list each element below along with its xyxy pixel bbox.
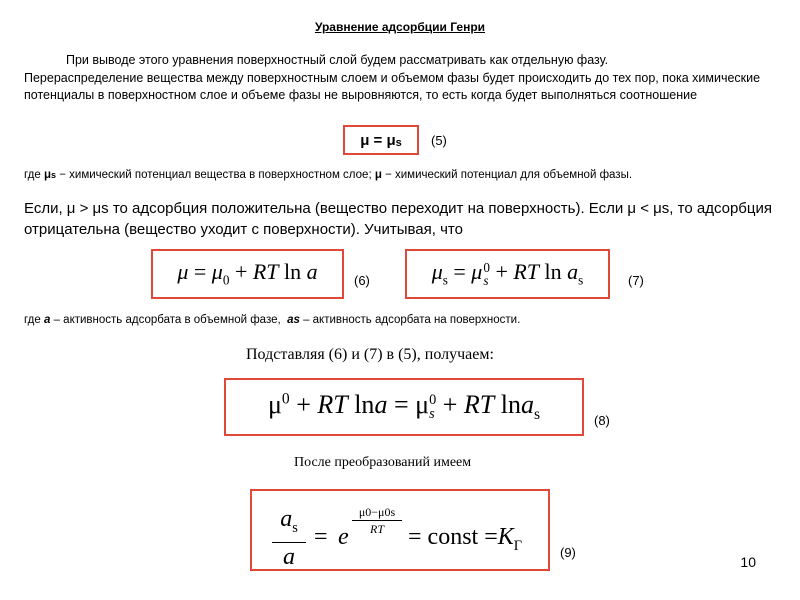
note1-mu-s: μ	[43, 169, 52, 181]
intro-paragraph	[24, 52, 784, 105]
eq8-plus2: +	[436, 389, 464, 419]
note2-prefix: где	[24, 314, 44, 326]
eq9-e	[338, 524, 349, 551]
eq8-ln2: ln	[494, 389, 521, 419]
eq6-plus: +	[229, 259, 253, 285]
eq7-rt: RT	[513, 259, 540, 285]
eq7-eq: =	[447, 259, 472, 285]
eq8-formula	[268, 390, 540, 424]
eq5-rhs-sub: s	[395, 137, 402, 149]
equation-5-label: (5)	[431, 133, 447, 148]
equation-5-box	[343, 125, 419, 155]
eq9-exponent	[352, 505, 402, 536]
eq9-const	[402, 524, 522, 555]
eq8-a: a	[374, 389, 388, 419]
eq9-den: a	[283, 543, 295, 570]
eq7-sub-s: s	[442, 272, 448, 288]
note1-prefix: где	[24, 169, 44, 181]
note2-text1: – активность адсорбата в объемной фазе,	[50, 314, 288, 326]
eq8-ln: ln	[347, 389, 375, 419]
note-activities	[24, 314, 520, 326]
after-transform-caption: После преобразований имеем	[294, 455, 472, 470]
eq5-equals: =	[369, 131, 387, 149]
eq7-a: a	[567, 259, 579, 285]
eq6-sub0: 0	[222, 272, 230, 288]
eq6-mu0: μ	[211, 259, 223, 285]
eq6-eq: =	[188, 259, 212, 285]
eq6-a: a	[306, 259, 318, 285]
note2-text2: – активность адсорбата на поверхности.	[299, 314, 521, 326]
eq9-k: K	[497, 524, 514, 550]
eq7-sub-s3: s	[578, 272, 584, 288]
equation-7-label: (7)	[628, 273, 644, 288]
equation-9-label: (9)	[560, 545, 576, 560]
eq8-rt2: RT	[463, 389, 495, 419]
equation-8-label: (8)	[594, 413, 610, 428]
equation-9-box	[250, 489, 550, 571]
equation-6-label: (6)	[354, 273, 370, 288]
eq8-sub-s: s	[429, 405, 435, 422]
eq6-formula	[177, 259, 317, 288]
eq8-rt: RT	[317, 389, 348, 419]
note1-mu-s-sub: s	[51, 170, 57, 180]
note1-text1: − химический потенциал вещества в поверхностном слое;	[56, 169, 375, 181]
eq8-plus: +	[289, 389, 318, 419]
eq9-eq2: = const	[402, 524, 485, 550]
eq8-sub-s2: s	[533, 406, 541, 424]
eq7-ln: ln	[539, 259, 568, 285]
intro-line-1: При выводе этого уравнения поверхностный слой будем рассматривать как отдельную фазу.	[66, 53, 609, 67]
eq9-exp-den: RT	[369, 522, 384, 536]
eq7-mu0: μ	[471, 259, 483, 285]
eq6-mu: μ	[177, 259, 189, 285]
note-chemical-potentials	[24, 169, 632, 181]
eq9-eq: =	[308, 524, 334, 550]
eq9-eq3: =	[484, 524, 498, 550]
note1-mu: μ	[374, 169, 382, 181]
page-number: 10	[740, 554, 756, 570]
eq7-formula	[432, 259, 584, 288]
eq7-sup0: 0	[483, 260, 490, 276]
eq9-exp-num: μ0−μ0s	[358, 505, 396, 519]
eq5-lhs: μ	[360, 131, 370, 149]
eq9-num-sub: s	[292, 519, 298, 536]
eq9-num: a	[280, 506, 293, 532]
intro-rest: Перераспределение вещества между поверхностным слоем и объемом фазы будет происходить до тех пор, пока химические потенциалы в поверхностном слое и объеме фазы не выровняются, то есть когда будет выполняться соотношение	[24, 70, 761, 102]
eq9-fraction-bar	[272, 542, 306, 543]
eq5-rhs: μ	[386, 131, 396, 149]
eq9-exp-bar	[352, 520, 402, 521]
eq8-sup02: 0	[429, 391, 437, 408]
note1-text2: − химический потенциал для объемной фазы.	[381, 169, 633, 181]
equation-6-box	[151, 249, 344, 299]
eq8-mu: μ	[267, 389, 282, 419]
substituting-caption: Подставляя (6) и (7) в (5), получаем:	[246, 346, 494, 363]
eq8-mu-s: μ	[415, 389, 430, 419]
eq7-plus: +	[489, 259, 514, 285]
note2-a: a	[43, 314, 51, 326]
note2-as: as	[287, 314, 300, 326]
page-title: Уравнение адсорбции Генри	[314, 20, 486, 34]
eq8-a2: a	[520, 389, 534, 419]
eq7-scripts	[483, 261, 490, 287]
eq8-eq: =	[387, 389, 416, 419]
equation-7-box	[405, 249, 610, 299]
eq7-mu: μ	[431, 259, 443, 285]
equation-8-box	[224, 378, 584, 436]
eq7-sub-s2: s	[483, 273, 489, 289]
eq9-k-sub: Г	[513, 537, 523, 554]
adsorption-sign-paragraph: Если, μ > μs то адсорбция положительна (вещество переходит на поверхность). Если μ < μs, то адсорбция отрицательна (вещество уходит с поверхности). Учитывая, что	[24, 200, 772, 238]
eq9-e-letter: e	[338, 524, 349, 550]
eq6-rt: RT	[252, 259, 279, 285]
eq9-fraction	[272, 507, 306, 569]
eq6-ln: ln	[278, 259, 307, 285]
eq8-sup0: 0	[281, 390, 290, 408]
